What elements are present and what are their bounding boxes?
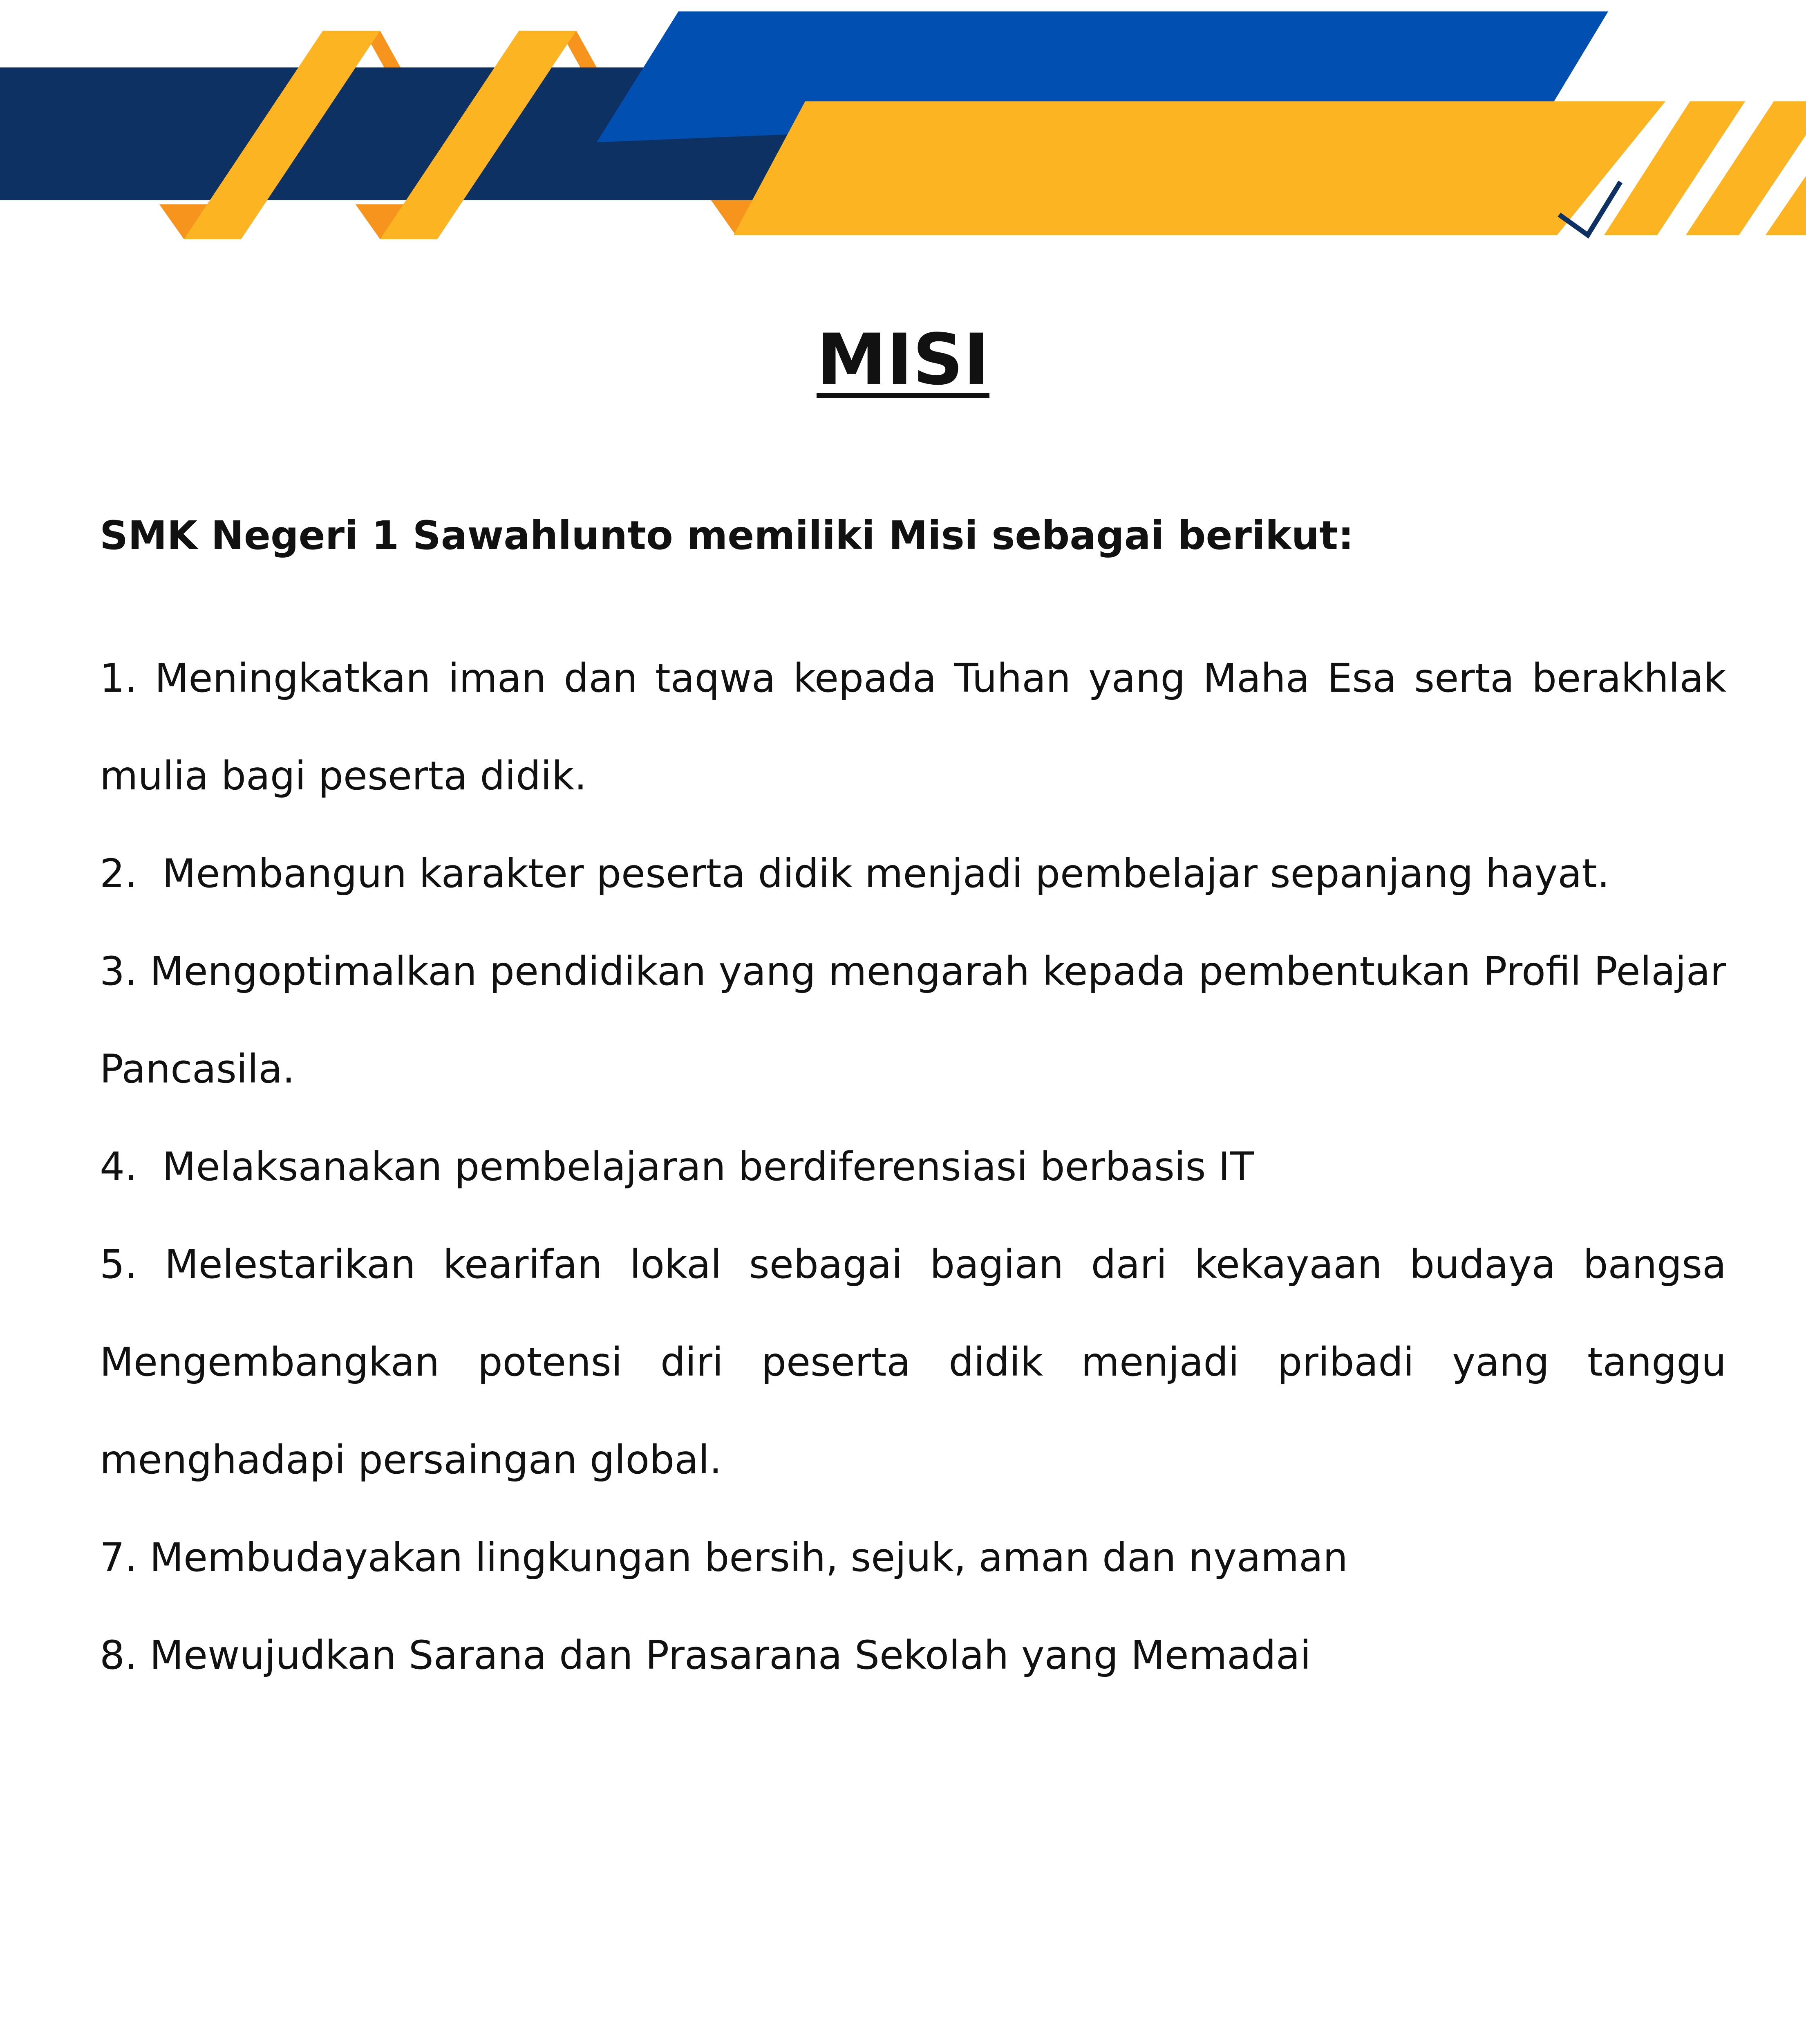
- mission-list: [100, 630, 1739, 1704]
- mission-item-5: 5. Melestarikan kearifan lokal sebagai bagian dari kekayaan budaya bangsa Mengembangkan potensi diri peserta didik menjadi pribadi yang tanggu menghadapi persaingan global.: [100, 1242, 1739, 1483]
- mission-item-4: 4. Melaksanakan pembelajaran berdiferensiasi berbasis IT: [100, 1144, 1254, 1190]
- mission-item-8: 8. Mewujudkan Sarana dan Prasarana Sekolah yang Memadai: [100, 1632, 1311, 1678]
- mission-item-7: 7. Membudayakan lingkungan bersih, sejuk, aman dan nyaman: [100, 1535, 1348, 1580]
- intro-text: SMK Negeri 1 Sawahlunto memiliki Misi sebagai berikut:: [100, 513, 1354, 558]
- mission-item-2: 2. Membangun karakter peserta didik menjadi pembelajar sepanjang hayat.: [100, 851, 1610, 896]
- header-yellow-band: [734, 101, 1665, 235]
- header-decoration: [0, 0, 1806, 253]
- mission-item-3: 3. Mengoptimalkan pendidikan yang mengarah kepada pembentukan Profil Pelajar Pancasila.: [100, 948, 1739, 1092]
- page-title: MISI: [816, 318, 990, 401]
- mission-item-1: 1. Meningkatkan iman dan taqwa kepada Tuhan yang Maha Esa serta berakhlak mulia bagi peserta didik.: [100, 655, 1739, 799]
